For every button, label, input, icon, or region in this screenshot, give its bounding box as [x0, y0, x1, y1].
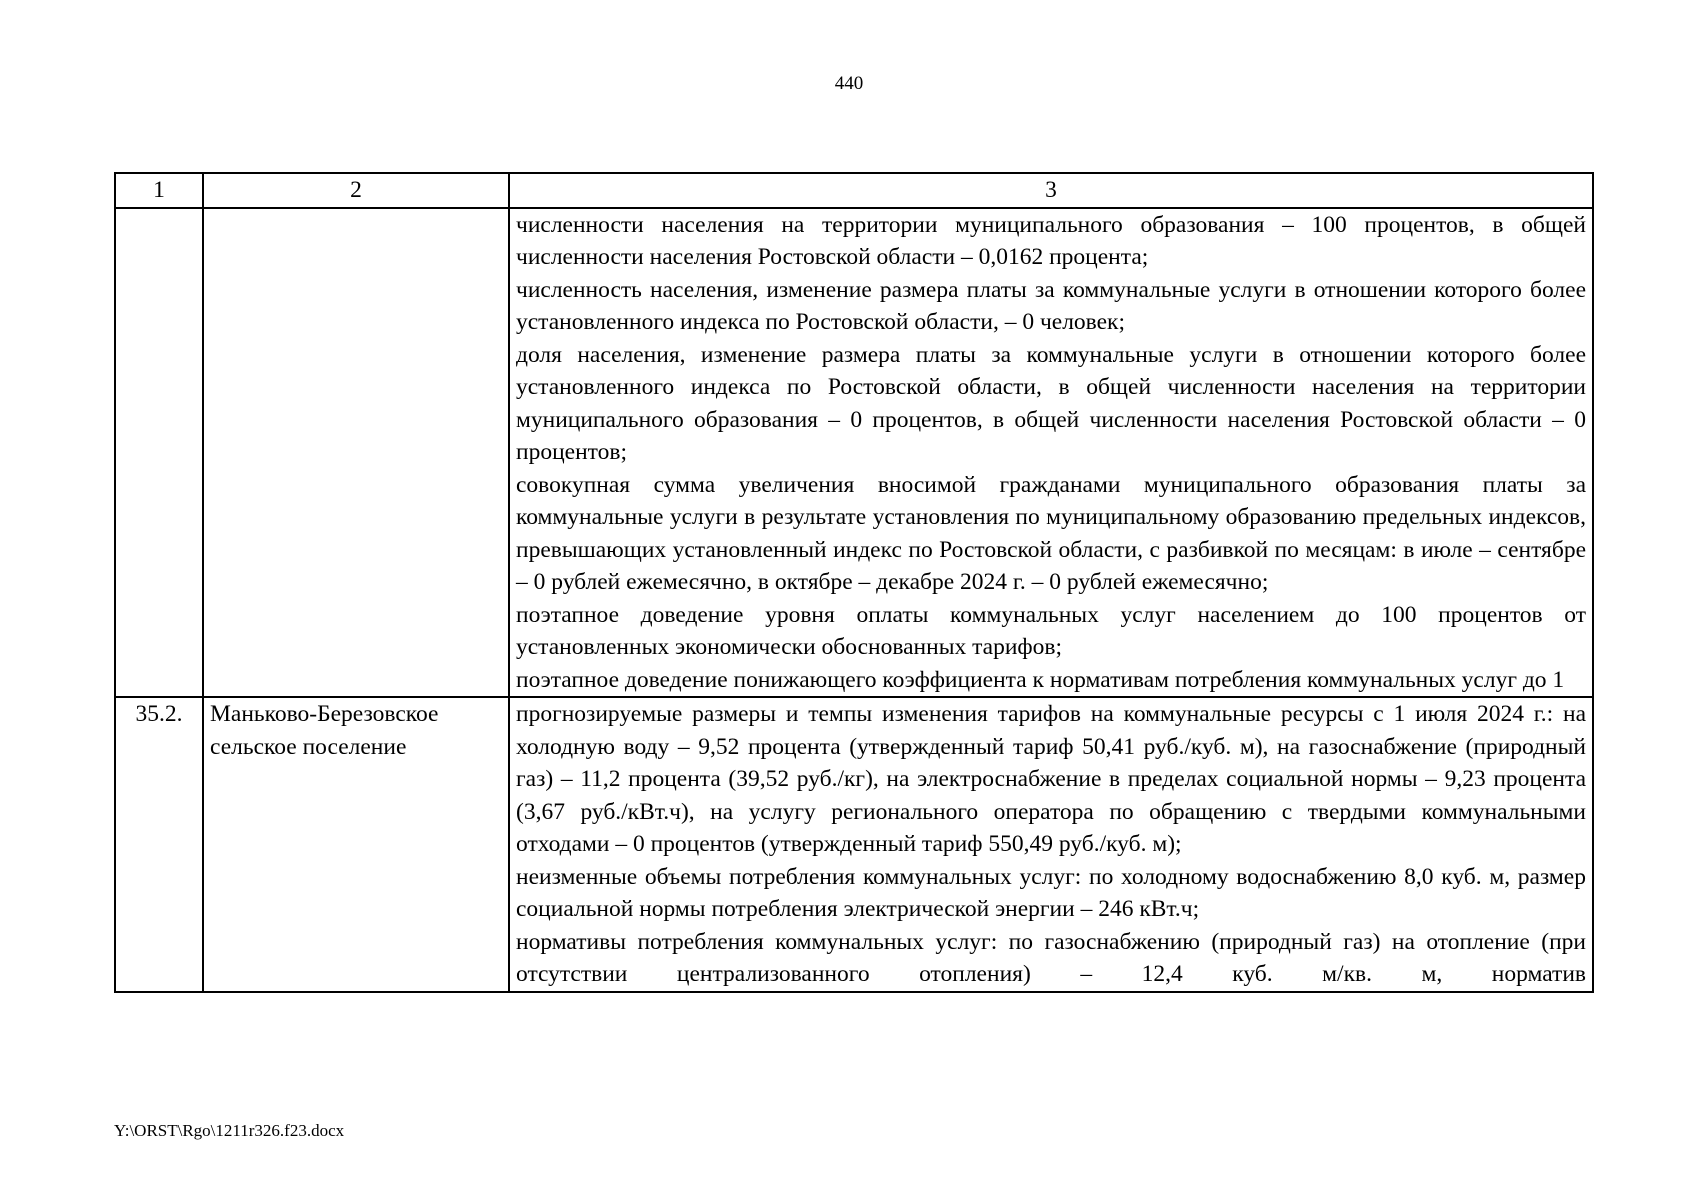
content-paragraph: поэтапное доведение уровня оплаты коммунальных услуг населением до 100 процентов от установленных экономически обоснованных тарифов; — [516, 601, 1586, 660]
content-paragraph: прогнозируемые размеры и темпы изменения тарифов на коммунальные ресурсы с 1 июля 2024 г.: на холодную воду – 9,52 процента (утвержденный тариф 50,41 руб./куб. м), на газоснабжение (природный газ) – 11,2 процента (39,52 руб./кг), на электроснабжение в пределах социальной нормы – 9,23 процента (3,67 руб./кВт.ч), на услугу регионального оператора по обращению с твердыми коммунальными отходами – 0 процентов (утвержденный тариф 550,49 руб./куб. м); — [516, 701, 1586, 857]
content-paragraph: численность населения, изменение размера платы за коммунальные услуги в отношении которого более установленного индекса по Ростовской области, – 0 человек; — [516, 276, 1586, 335]
content-paragraph: нормативы потребления коммунальных услуг: по газоснабжению (природный газ) на отопление (при отсутствии централизованного отопления) – 12,4 куб. м/кв. м, норматив — [516, 928, 1586, 987]
row-content-cell — [509, 208, 1593, 698]
page-number: 440 — [834, 73, 864, 94]
row-content-cell — [509, 697, 1593, 992]
column-header-2: 2 — [203, 173, 509, 208]
column-header-1: 1 — [115, 173, 203, 208]
content-paragraph: доля населения, изменение размера платы за коммунальные услуги в отношении которого более установленного индекса по Ростовской области, в общей численности населения на территории муниципального образования – 0 процентов, в общей численности населения Ростовской области – 0 процентов; — [516, 341, 1586, 465]
content-paragraph: неизменные объемы потребления коммунальных услуг: по холодному водоснабжению 8,0 куб. м, размер социальной нормы потребления электрической энергии – 246 кВт.ч; — [516, 863, 1586, 922]
data-table — [114, 172, 1594, 993]
table-row — [115, 697, 1593, 992]
row-number-cell — [115, 208, 203, 698]
table-row — [115, 208, 1593, 698]
content-paragraph: численности населения на территории муниципального образования – 100 процентов, в общей численности населения Ростовской области – 0,0162 процента; — [516, 211, 1586, 270]
content-paragraph: поэтапное доведение понижающего коэффициента к нормативам потребления коммунальных услуг до 1 — [516, 666, 1565, 693]
row-name-cell — [203, 208, 509, 698]
row-number-cell: 35.2. — [115, 697, 203, 992]
content-paragraph: совокупная сумма увеличения вносимой гражданами муниципального образования платы за коммунальные услуги в результате установления по муниципальному образованию предельных индексов, превышающих установленный индекс по Ростовской области, с разбивкой по месяцам: в июле – сентябре – 0 рублей ежемесячно, в октябре – декабре 2024 г. – 0 рублей ежемесячно; — [516, 471, 1586, 595]
file-path-footer: Y:\ORST\Rgo\1211r326.f23.docx — [114, 1121, 345, 1140]
table-header-row — [115, 173, 1593, 208]
column-header-3: 3 — [509, 173, 1593, 208]
row-name-cell: Маньково-Березовское сельское поселение — [203, 697, 509, 992]
